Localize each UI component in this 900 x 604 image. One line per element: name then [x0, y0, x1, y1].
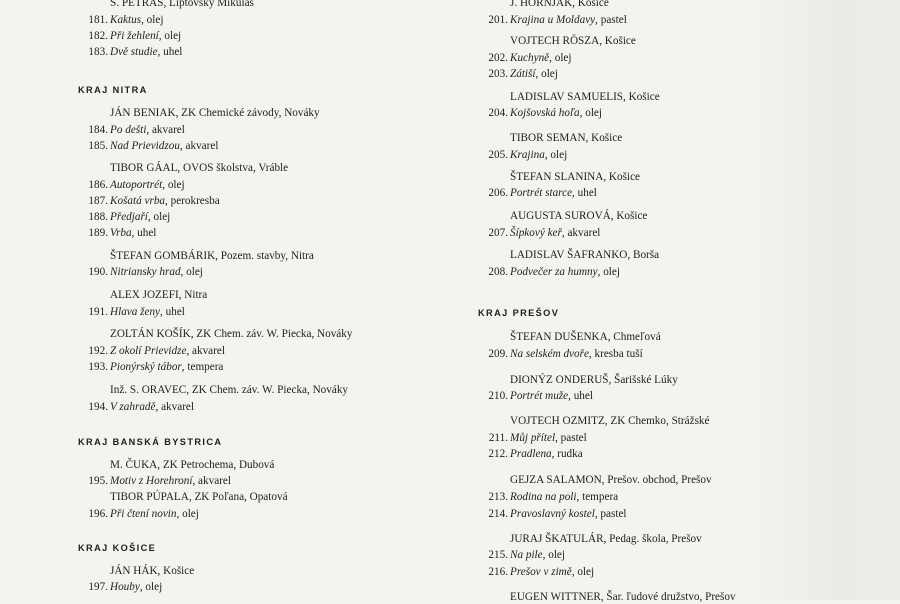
catalogue-number: 193. — [88, 361, 108, 373]
catalogue-number: 213. — [488, 491, 508, 503]
catalogue-number: 201. — [488, 14, 508, 26]
artwork-title: Kaktus — [110, 14, 142, 26]
artwork-medium: , olej — [176, 508, 199, 520]
catalogue-number: 196. — [88, 508, 108, 520]
catalogue-number: 182. — [88, 30, 108, 42]
artist-entry: VOJTECH OZMITZ, ZK Chemko, Strážské — [510, 415, 710, 427]
catalogue-number: 191. — [88, 306, 108, 318]
artwork-title: Pradlena — [510, 448, 552, 460]
artwork-title: Při žehlení — [110, 30, 159, 42]
artwork-medium: , olej — [139, 581, 163, 593]
artwork-medium: , olej — [579, 107, 603, 119]
artwork-title: Krajina — [510, 149, 545, 161]
artwork-medium: , olej — [162, 179, 185, 191]
artwork-entry — [478, 447, 583, 461]
artwork-entry — [478, 186, 597, 200]
artwork-title: Pravoslavný kostel — [510, 508, 595, 520]
artwork-entry — [78, 45, 182, 59]
artwork-medium: , olej — [180, 266, 203, 278]
catalogue-number: 208. — [488, 266, 508, 278]
artwork-medium: , olej — [571, 566, 595, 578]
catalogue-number: 185. — [88, 140, 108, 152]
artwork-entry — [78, 507, 199, 521]
artwork-entry — [78, 305, 185, 319]
region-heading: KRAJ BANSKÁ BYSTRICA — [78, 437, 223, 447]
artist-entry: EUGEN WITTNER, Šar. ľudové družstvo, Prešov — [510, 591, 736, 603]
artwork-title: Šípkový keř — [510, 227, 562, 239]
artwork-medium: , akvarel — [179, 140, 219, 152]
artwork-medium: , pastel — [555, 432, 587, 444]
artist-entry: J. HORNJAK, Košice — [510, 0, 609, 9]
catalogue-number: 194. — [88, 401, 108, 413]
artwork-entry — [78, 226, 156, 240]
artist-entry: S. PETRAS, Liptovský Mikuláš — [110, 0, 254, 9]
artwork-title: Na pile — [510, 549, 543, 561]
artwork-entry — [78, 194, 220, 208]
artwork-medium: , akvarel — [146, 124, 185, 136]
catalogue-number: 205. — [488, 149, 508, 161]
region-heading: KRAJ NITRA — [78, 85, 148, 95]
artwork-entry — [78, 360, 223, 374]
region-heading: KRAJ KOŠICE — [78, 543, 157, 553]
artwork-entry — [478, 67, 558, 81]
artwork-entry — [478, 507, 627, 521]
artwork-medium: , rudka — [551, 448, 583, 460]
artwork-title: Portrét muže — [510, 390, 569, 402]
artwork-medium: , kresba tuší — [588, 348, 643, 360]
artwork-entry — [78, 139, 218, 153]
artist-entry: TIBOR GÁAL, OVOS školstva, Vráble — [110, 162, 289, 174]
facing-page-bleed — [740, 0, 900, 600]
artist-entry: VOJTECH RÖSZA, Košice — [510, 35, 636, 47]
artwork-entry — [478, 226, 600, 240]
artwork-title: Předjaří — [110, 211, 148, 223]
artwork-entry — [478, 13, 627, 27]
catalogue-number: 190. — [88, 266, 108, 278]
artwork-entry — [78, 265, 203, 279]
artwork-title: Portrét starce — [510, 187, 573, 199]
artist-entry: Inž. S. ORAVEC, ZK Chem. záv. W. Piecka, Nováky — [110, 384, 349, 396]
artwork-medium: , olej — [544, 149, 568, 161]
artist-entry: ŠTEFAN SLANINA, Košice — [510, 171, 640, 183]
catalogue-number: 186. — [88, 179, 108, 191]
artwork-title: Košatá vrba — [110, 195, 166, 207]
artwork-title: Po dešti — [110, 124, 147, 136]
artwork-entry — [78, 29, 181, 43]
artwork-title: Hlava ženy — [110, 306, 161, 318]
catalogue-number: 215. — [488, 549, 508, 561]
artwork-medium: , olej — [158, 30, 182, 42]
region-heading: KRAJ PREŠOV — [478, 308, 560, 318]
artwork-entry — [78, 210, 170, 224]
catalogue-number: 187. — [88, 195, 108, 207]
artwork-medium: , uhel — [572, 187, 597, 199]
artwork-medium: , olej — [549, 52, 572, 64]
artwork-title: Krajina u Moldavy — [510, 14, 596, 26]
artwork-title: Z okolí Prievidze — [110, 345, 187, 357]
artwork-medium: , uhel — [131, 227, 157, 239]
artwork-title: Podvečer za humny — [510, 266, 598, 278]
artist-entry: ALEX JOZEFI, Nitra — [110, 289, 208, 301]
artwork-title: Kuchyně — [510, 52, 550, 64]
catalogue-number: 212. — [488, 448, 508, 460]
artist-entry: DIONÝZ ONDERUŠ, Šarišské Lúky — [510, 374, 678, 386]
artwork-entry — [78, 13, 163, 27]
artwork-entry — [78, 474, 231, 488]
artwork-entry — [478, 51, 572, 65]
artwork-medium: , tempera — [181, 361, 224, 373]
artwork-title: Na selském dvoře — [510, 348, 589, 360]
catalogue-number: 183. — [88, 46, 108, 58]
catalogue-number: 195. — [88, 475, 108, 487]
artwork-title: Můj přítel — [510, 432, 556, 444]
artwork-title: Vrba — [110, 227, 132, 239]
artwork-medium: , olej — [147, 211, 171, 223]
artwork-entry — [78, 400, 194, 414]
artwork-title: Pionýrský tábor — [110, 361, 182, 373]
artwork-medium: , olej — [535, 68, 558, 80]
artwork-entry — [478, 347, 643, 361]
artwork-medium: , perokresba — [165, 195, 220, 207]
artwork-title: Autoportrét — [110, 179, 163, 191]
catalogue-number: 192. — [88, 345, 108, 357]
artwork-medium: , olej — [542, 549, 566, 561]
artwork-title: Rodina na poli — [510, 491, 577, 503]
artwork-medium: , uhel — [568, 390, 593, 402]
artwork-title: Motiv z Horehroní — [110, 475, 193, 487]
catalogue-number: 214. — [488, 508, 508, 520]
catalogue-number: 188. — [88, 211, 108, 223]
artwork-entry — [478, 389, 593, 403]
artwork-entry — [78, 344, 225, 358]
artwork-entry — [478, 565, 594, 579]
artist-entry: M. ČUKA, ZK Petrochema, Dubová — [110, 459, 275, 471]
catalogue-number: 210. — [488, 390, 508, 402]
artwork-medium: , uhel — [157, 46, 183, 58]
artist-entry: ŠTEFAN DUŠENKA, Chmeľová — [510, 331, 661, 343]
artwork-title: V zahradě — [110, 401, 156, 413]
catalogue-number: 203. — [488, 68, 508, 80]
artwork-medium: , akvarel — [192, 475, 231, 487]
artist-entry: JÁN BENIAK, ZK Chemické závody, Nováky — [110, 107, 320, 119]
artwork-title: Nitriansky hrad — [110, 266, 181, 278]
artwork-entry — [78, 178, 185, 192]
artwork-medium: , pastel — [595, 14, 627, 26]
artwork-entry — [478, 431, 587, 445]
artwork-entry — [478, 106, 602, 120]
artwork-title: Při čtení novin — [110, 508, 177, 520]
artist-entry: ZOLTÁN KOŠÍK, ZK Chem. záv. W. Piecka, Nováky — [110, 328, 353, 340]
artwork-medium: , olej — [141, 14, 164, 26]
artwork-entry — [78, 123, 185, 137]
catalogue-number: 211. — [488, 432, 508, 444]
artwork-medium: , tempera — [576, 491, 619, 503]
artist-entry: TIBOR PÚPALA, ZK Poľana, Opatová — [110, 491, 288, 503]
catalogue-number: 181. — [88, 14, 108, 26]
artwork-title: Kojšovská hoľa — [510, 107, 580, 119]
artwork-entry — [78, 580, 162, 594]
artwork-medium: , olej — [597, 266, 620, 278]
artist-entry: JÁN HÁK, Košice — [110, 565, 195, 577]
artwork-entry — [478, 265, 620, 279]
artist-entry: GEJZA SALAMON, Prešov. obchod, Prešov — [510, 474, 712, 486]
artist-entry: JURAJ ŠKATULÁR, Pedag. škola, Prešov — [510, 533, 702, 545]
catalogue-number: 207. — [488, 227, 508, 239]
artist-entry: LADISLAV ŠAFRANKO, Borša — [510, 249, 660, 261]
artist-entry: TIBOR SEMAN, Košice — [510, 132, 623, 144]
artwork-title: Nad Prievidzou — [110, 140, 180, 152]
artwork-entry — [478, 490, 618, 504]
artist-entry: LADISLAV SAMUELIS, Košice — [510, 91, 660, 103]
artwork-medium: , akvarel — [155, 401, 194, 413]
artwork-medium: , akvarel — [186, 345, 225, 357]
catalogue-number: 202. — [488, 52, 508, 64]
artwork-medium: , pastel — [594, 508, 627, 520]
catalogue-number: 197. — [88, 581, 108, 593]
artwork-title: Dvě studie — [110, 46, 158, 58]
catalogue-number: 206. — [488, 187, 508, 199]
artwork-title: Zátiší — [510, 68, 536, 80]
catalogue-number: 189. — [88, 227, 108, 239]
artwork-title: Prešov v zimě — [510, 566, 572, 578]
artist-entry: ŠTEFAN GOMBÁRIK, Pozem. stavby, Nitra — [110, 250, 314, 262]
artist-entry: AUGUSTA SUROVÁ, Košice — [510, 210, 648, 222]
artwork-entry — [478, 548, 565, 562]
catalogue-number: 216. — [488, 566, 508, 578]
artwork-entry — [478, 148, 567, 162]
artwork-medium: , akvarel — [561, 227, 601, 239]
catalogue-number: 184. — [88, 124, 108, 136]
catalogue-number: 209. — [488, 348, 508, 360]
catalogue-number: 204. — [488, 107, 508, 119]
artwork-medium: , uhel — [160, 306, 185, 318]
artwork-title: Houby — [110, 581, 140, 593]
